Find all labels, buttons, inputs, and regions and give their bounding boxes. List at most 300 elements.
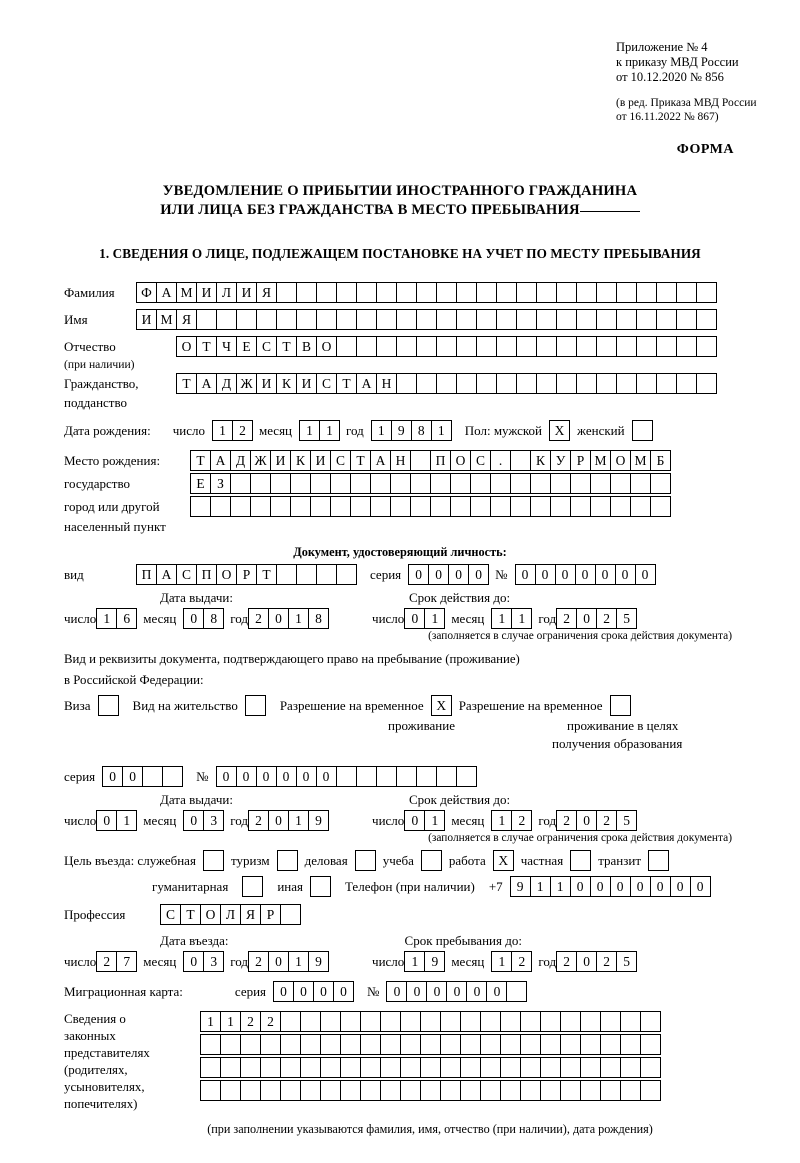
form-cell[interactable]	[400, 1057, 421, 1078]
form-cell[interactable]: О	[316, 336, 337, 357]
form-cell[interactable]	[380, 1080, 401, 1101]
form-cell[interactable]: 0	[183, 608, 204, 629]
form-cell[interactable]	[220, 1057, 241, 1078]
form-cell[interactable]	[490, 496, 511, 517]
form-cell[interactable]: 0	[535, 564, 556, 585]
form-cell[interactable]: Л	[216, 282, 237, 303]
form-cell[interactable]	[260, 1057, 281, 1078]
form-cell[interactable]: И	[270, 450, 291, 471]
form-cell[interactable]	[356, 309, 377, 330]
form-cell[interactable]	[636, 309, 657, 330]
form-cell[interactable]: 0	[102, 766, 123, 787]
form-cell[interactable]	[440, 1057, 461, 1078]
form-cell[interactable]	[616, 309, 637, 330]
permit-number-input[interactable]	[216, 766, 476, 787]
name-input[interactable]	[136, 309, 716, 330]
form-cell[interactable]	[520, 1080, 541, 1101]
form-cell[interactable]	[590, 473, 611, 494]
form-cell[interactable]: Т	[196, 336, 217, 357]
permit-issue-month-input[interactable]	[183, 810, 223, 831]
doc-valid-month-input[interactable]	[491, 608, 531, 629]
visa-checkbox[interactable]	[98, 695, 119, 716]
form-cell[interactable]	[190, 496, 211, 517]
form-cell[interactable]: П	[430, 450, 451, 471]
form-cell[interactable]	[400, 1080, 421, 1101]
form-cell[interactable]: 5	[616, 951, 637, 972]
birth-place-input-row-3[interactable]	[190, 496, 670, 517]
form-cell[interactable]	[500, 1057, 521, 1078]
form-cell[interactable]	[496, 282, 517, 303]
form-cell[interactable]: Т	[176, 373, 197, 394]
birth-place-input-row-2[interactable]	[190, 473, 670, 494]
form-cell[interactable]: 0	[386, 981, 407, 1002]
form-cell[interactable]	[370, 473, 391, 494]
form-cell[interactable]: 0	[515, 564, 536, 585]
form-cell[interactable]	[230, 473, 251, 494]
form-cell[interactable]	[260, 1034, 281, 1055]
form-cell[interactable]	[500, 1080, 521, 1101]
form-cell[interactable]: 5	[616, 810, 637, 831]
form-cell[interactable]	[200, 1034, 221, 1055]
form-cell[interactable]	[310, 473, 331, 494]
form-cell[interactable]	[656, 282, 677, 303]
form-cell[interactable]	[510, 473, 531, 494]
stay-day-input[interactable]	[404, 951, 444, 972]
form-cell[interactable]	[320, 1080, 341, 1101]
form-cell[interactable]	[440, 1011, 461, 1032]
form-cell[interactable]	[142, 766, 163, 787]
form-cell[interactable]: К	[290, 450, 311, 471]
profession-input[interactable]	[160, 904, 300, 925]
purpose-transit-checkbox[interactable]	[648, 850, 669, 871]
form-cell[interactable]: 0	[576, 951, 597, 972]
form-cell[interactable]	[600, 1080, 621, 1101]
form-cell[interactable]	[596, 309, 617, 330]
form-cell[interactable]	[416, 282, 437, 303]
form-cell[interactable]	[340, 1011, 361, 1032]
form-cell[interactable]: 0	[576, 608, 597, 629]
purpose-tourism-checkbox[interactable]	[277, 850, 298, 871]
sex-female-checkbox[interactable]	[632, 420, 653, 441]
form-cell[interactable]: 0	[408, 564, 429, 585]
form-cell[interactable]: 0	[468, 564, 489, 585]
form-cell[interactable]	[240, 1034, 261, 1055]
form-cell[interactable]	[676, 373, 697, 394]
form-cell[interactable]	[576, 373, 597, 394]
form-cell[interactable]	[320, 1011, 341, 1032]
form-cell[interactable]	[480, 1057, 501, 1078]
form-cell[interactable]: 0	[316, 766, 337, 787]
form-cell[interactable]: 1	[424, 810, 445, 831]
form-cell[interactable]	[596, 336, 617, 357]
form-cell[interactable]: 2	[556, 608, 577, 629]
form-cell[interactable]: 0	[256, 766, 277, 787]
form-cell[interactable]: Ф	[136, 282, 157, 303]
form-cell[interactable]: 2	[511, 951, 532, 972]
form-cell[interactable]	[410, 496, 431, 517]
phone-input[interactable]	[510, 876, 710, 897]
form-cell[interactable]: О	[200, 904, 221, 925]
form-cell[interactable]: 2	[511, 810, 532, 831]
form-cell[interactable]	[410, 473, 431, 494]
patronymic-input[interactable]	[176, 336, 716, 357]
form-cell[interactable]	[430, 473, 451, 494]
form-cell[interactable]	[296, 282, 317, 303]
form-cell[interactable]: 0	[236, 766, 257, 787]
form-cell[interactable]	[556, 309, 577, 330]
form-cell[interactable]: С	[176, 564, 197, 585]
migration-number-input[interactable]	[386, 981, 526, 1002]
form-cell[interactable]	[640, 1011, 661, 1032]
permit-series-input[interactable]	[102, 766, 182, 787]
form-cell[interactable]	[696, 373, 717, 394]
form-cell[interactable]	[516, 309, 537, 330]
form-cell[interactable]: 2	[240, 1011, 261, 1032]
form-cell[interactable]	[250, 473, 271, 494]
form-cell[interactable]	[376, 282, 397, 303]
purpose-study-checkbox[interactable]	[421, 850, 442, 871]
form-cell[interactable]	[656, 336, 677, 357]
form-cell[interactable]	[300, 1057, 321, 1078]
form-cell[interactable]: 0	[404, 810, 425, 831]
form-cell[interactable]: 0	[576, 810, 597, 831]
form-cell[interactable]: 0	[183, 810, 204, 831]
form-cell[interactable]	[456, 373, 477, 394]
form-cell[interactable]: 0	[570, 876, 591, 897]
form-cell[interactable]	[260, 1080, 281, 1101]
legal-rep-input-row-2[interactable]	[200, 1034, 660, 1055]
temp-residence-checkbox[interactable]: Х	[431, 695, 452, 716]
stay-year-input[interactable]	[556, 951, 636, 972]
form-cell[interactable]	[530, 473, 551, 494]
migration-series-input[interactable]	[273, 981, 353, 1002]
form-cell[interactable]	[356, 336, 377, 357]
form-cell[interactable]: 1	[288, 810, 309, 831]
form-cell[interactable]: 1	[491, 608, 512, 629]
form-cell[interactable]: Ж	[236, 373, 257, 394]
doc-type-input[interactable]	[136, 564, 356, 585]
form-cell[interactable]	[696, 282, 717, 303]
form-cell[interactable]: 0	[670, 876, 691, 897]
permit-valid-day-input[interactable]	[404, 810, 444, 831]
form-cell[interactable]	[580, 1080, 601, 1101]
form-cell[interactable]	[340, 1034, 361, 1055]
form-cell[interactable]: 0	[690, 876, 711, 897]
form-cell[interactable]	[390, 496, 411, 517]
form-cell[interactable]	[420, 1011, 441, 1032]
form-cell[interactable]	[656, 309, 677, 330]
form-cell[interactable]	[516, 282, 537, 303]
form-cell[interactable]: 0	[448, 564, 469, 585]
form-cell[interactable]	[630, 496, 651, 517]
form-cell[interactable]	[370, 496, 391, 517]
form-cell[interactable]	[340, 1057, 361, 1078]
form-cell[interactable]: 9	[308, 951, 329, 972]
form-cell[interactable]	[650, 473, 671, 494]
purpose-work-checkbox[interactable]: Х	[493, 850, 514, 871]
form-cell[interactable]	[516, 373, 537, 394]
form-cell[interactable]: 2	[596, 951, 617, 972]
form-cell[interactable]	[620, 1057, 641, 1078]
form-cell[interactable]	[250, 496, 271, 517]
form-cell[interactable]	[296, 564, 317, 585]
form-cell[interactable]	[456, 336, 477, 357]
form-cell[interactable]	[640, 1080, 661, 1101]
form-cell[interactable]: А	[196, 373, 217, 394]
form-cell[interactable]	[396, 766, 417, 787]
form-cell[interactable]	[290, 473, 311, 494]
form-cell[interactable]: Я	[256, 282, 277, 303]
form-cell[interactable]	[196, 309, 217, 330]
form-cell[interactable]	[550, 473, 571, 494]
form-cell[interactable]: Р	[260, 904, 281, 925]
form-cell[interactable]: 0	[216, 766, 237, 787]
entry-year-input[interactable]	[248, 951, 328, 972]
form-cell[interactable]: А	[156, 564, 177, 585]
form-cell[interactable]: Н	[390, 450, 411, 471]
form-cell[interactable]	[460, 1011, 481, 1032]
form-cell[interactable]: 1	[96, 608, 117, 629]
form-cell[interactable]	[560, 1057, 581, 1078]
form-cell[interactable]	[520, 1011, 541, 1032]
form-cell[interactable]	[536, 309, 557, 330]
form-cell[interactable]: Ж	[250, 450, 271, 471]
form-cell[interactable]	[420, 1057, 441, 1078]
entry-month-input[interactable]	[183, 951, 223, 972]
form-cell[interactable]: Т	[336, 373, 357, 394]
form-cell[interactable]	[416, 309, 437, 330]
form-cell[interactable]: 8	[308, 608, 329, 629]
form-cell[interactable]	[162, 766, 183, 787]
form-cell[interactable]	[440, 1080, 461, 1101]
birth-year-input[interactable]	[371, 420, 451, 441]
form-cell[interactable]	[576, 336, 597, 357]
form-cell[interactable]	[320, 1057, 341, 1078]
form-cell[interactable]	[516, 336, 537, 357]
form-cell[interactable]: Т	[190, 450, 211, 471]
form-cell[interactable]	[600, 1034, 621, 1055]
doc-issue-year-input[interactable]	[248, 608, 328, 629]
legal-rep-input-row-1[interactable]	[200, 1011, 660, 1032]
form-cell[interactable]	[630, 473, 651, 494]
form-cell[interactable]	[480, 1080, 501, 1101]
form-cell[interactable]	[416, 766, 437, 787]
form-cell[interactable]	[616, 336, 637, 357]
form-cell[interactable]	[576, 282, 597, 303]
form-cell[interactable]: Д	[230, 450, 251, 471]
form-cell[interactable]: М	[590, 450, 611, 471]
form-cell[interactable]	[336, 309, 357, 330]
form-cell[interactable]	[556, 282, 577, 303]
form-cell[interactable]	[236, 309, 257, 330]
form-cell[interactable]	[556, 373, 577, 394]
form-cell[interactable]	[360, 1057, 381, 1078]
form-cell[interactable]	[590, 496, 611, 517]
form-cell[interactable]: К	[276, 373, 297, 394]
form-cell[interactable]: 0	[615, 564, 636, 585]
form-cell[interactable]: 2	[596, 810, 617, 831]
form-cell[interactable]: З	[210, 473, 231, 494]
form-cell[interactable]	[280, 1034, 301, 1055]
form-cell[interactable]	[336, 336, 357, 357]
form-cell[interactable]: С	[316, 373, 337, 394]
form-cell[interactable]	[290, 496, 311, 517]
form-cell[interactable]: 1	[491, 810, 512, 831]
form-cell[interactable]	[580, 1057, 601, 1078]
form-cell[interactable]: 0	[486, 981, 507, 1002]
form-cell[interactable]: 0	[555, 564, 576, 585]
form-cell[interactable]: 0	[122, 766, 143, 787]
form-cell[interactable]	[476, 336, 497, 357]
form-cell[interactable]	[636, 282, 657, 303]
form-cell[interactable]	[500, 1011, 521, 1032]
form-cell[interactable]	[460, 1080, 481, 1101]
form-cell[interactable]	[256, 309, 277, 330]
form-cell[interactable]	[380, 1034, 401, 1055]
form-cell[interactable]	[596, 282, 617, 303]
form-cell[interactable]	[470, 496, 491, 517]
form-cell[interactable]: 2	[260, 1011, 281, 1032]
form-cell[interactable]	[436, 336, 457, 357]
form-cell[interactable]: 0	[426, 981, 447, 1002]
form-cell[interactable]: Л	[220, 904, 241, 925]
form-cell[interactable]	[316, 309, 337, 330]
form-cell[interactable]: 3	[203, 810, 224, 831]
form-cell[interactable]	[570, 473, 591, 494]
form-cell[interactable]	[520, 1057, 541, 1078]
form-cell[interactable]	[480, 1011, 501, 1032]
form-cell[interactable]	[220, 1034, 241, 1055]
form-cell[interactable]	[616, 282, 637, 303]
form-cell[interactable]	[336, 282, 357, 303]
form-cell[interactable]	[310, 496, 331, 517]
form-cell[interactable]	[530, 496, 551, 517]
form-cell[interactable]: 8	[411, 420, 432, 441]
form-cell[interactable]: 0	[296, 766, 317, 787]
form-cell[interactable]	[316, 282, 337, 303]
form-cell[interactable]: М	[630, 450, 651, 471]
form-cell[interactable]	[360, 1034, 381, 1055]
form-cell[interactable]	[296, 309, 317, 330]
form-cell[interactable]: 3	[203, 951, 224, 972]
form-cell[interactable]: Я	[176, 309, 197, 330]
form-cell[interactable]	[356, 282, 377, 303]
form-cell[interactable]: М	[156, 309, 177, 330]
form-cell[interactable]	[540, 1011, 561, 1032]
form-cell[interactable]	[216, 309, 237, 330]
form-cell[interactable]	[230, 496, 251, 517]
form-cell[interactable]: 0	[183, 951, 204, 972]
form-cell[interactable]: 2	[96, 951, 117, 972]
form-cell[interactable]	[396, 373, 417, 394]
residence-permit-checkbox[interactable]	[245, 695, 266, 716]
form-cell[interactable]	[220, 1080, 241, 1101]
form-cell[interactable]: 1	[431, 420, 452, 441]
form-cell[interactable]	[536, 282, 557, 303]
form-cell[interactable]	[450, 473, 471, 494]
form-cell[interactable]	[420, 1034, 441, 1055]
form-cell[interactable]	[520, 1034, 541, 1055]
form-cell[interactable]: 0	[333, 981, 354, 1002]
form-cell[interactable]	[430, 496, 451, 517]
form-cell[interactable]: 1	[491, 951, 512, 972]
form-cell[interactable]: 2	[556, 951, 577, 972]
form-cell[interactable]: Т	[180, 904, 201, 925]
form-cell[interactable]	[480, 1034, 501, 1055]
form-cell[interactable]	[476, 309, 497, 330]
form-cell[interactable]	[540, 1057, 561, 1078]
form-cell[interactable]: 6	[116, 608, 137, 629]
form-cell[interactable]	[610, 496, 631, 517]
form-cell[interactable]	[570, 496, 591, 517]
form-cell[interactable]	[200, 1080, 221, 1101]
form-cell[interactable]: 0	[630, 876, 651, 897]
form-cell[interactable]	[396, 309, 417, 330]
form-cell[interactable]: О	[176, 336, 197, 357]
doc-issue-day-input[interactable]	[96, 608, 136, 629]
form-cell[interactable]	[456, 282, 477, 303]
form-cell[interactable]: 9	[308, 810, 329, 831]
citizenship-input[interactable]	[176, 373, 716, 394]
form-cell[interactable]	[280, 1057, 301, 1078]
form-cell[interactable]	[556, 336, 577, 357]
form-cell[interactable]: Е	[236, 336, 257, 357]
form-cell[interactable]	[460, 1057, 481, 1078]
form-cell[interactable]: 2	[248, 951, 269, 972]
form-cell[interactable]	[496, 309, 517, 330]
form-cell[interactable]: Т	[350, 450, 371, 471]
form-cell[interactable]: И	[310, 450, 331, 471]
form-cell[interactable]: 1	[511, 608, 532, 629]
form-cell[interactable]	[616, 373, 637, 394]
doc-valid-year-input[interactable]	[556, 608, 636, 629]
form-cell[interactable]: И	[256, 373, 277, 394]
permit-valid-year-input[interactable]	[556, 810, 636, 831]
form-cell[interactable]	[460, 1034, 481, 1055]
form-cell[interactable]: 1	[299, 420, 320, 441]
form-cell[interactable]	[400, 1034, 421, 1055]
form-cell[interactable]: 2	[556, 810, 577, 831]
form-cell[interactable]: Е	[190, 473, 211, 494]
form-cell[interactable]: А	[356, 373, 377, 394]
form-cell[interactable]	[640, 1034, 661, 1055]
form-cell[interactable]: Я	[240, 904, 261, 925]
doc-valid-day-input[interactable]	[404, 608, 444, 629]
form-cell[interactable]: 0	[313, 981, 334, 1002]
form-cell[interactable]: В	[296, 336, 317, 357]
form-cell[interactable]	[210, 496, 231, 517]
form-cell[interactable]: И	[236, 282, 257, 303]
form-cell[interactable]	[270, 473, 291, 494]
form-cell[interactable]	[580, 1011, 601, 1032]
form-cell[interactable]	[656, 373, 677, 394]
birth-day-input[interactable]	[212, 420, 252, 441]
form-cell[interactable]: 1	[404, 951, 425, 972]
form-cell[interactable]: 0	[268, 810, 289, 831]
form-cell[interactable]: 1	[424, 608, 445, 629]
form-cell[interactable]	[416, 373, 437, 394]
purpose-business-checkbox[interactable]	[355, 850, 376, 871]
form-cell[interactable]	[610, 473, 631, 494]
form-cell[interactable]: 1	[371, 420, 392, 441]
form-cell[interactable]: О	[216, 564, 237, 585]
form-cell[interactable]: 2	[248, 810, 269, 831]
form-cell[interactable]: 0	[276, 766, 297, 787]
stay-month-input[interactable]	[491, 951, 531, 972]
form-cell[interactable]	[696, 309, 717, 330]
birth-month-input[interactable]	[299, 420, 339, 441]
form-cell[interactable]: 0	[595, 564, 616, 585]
